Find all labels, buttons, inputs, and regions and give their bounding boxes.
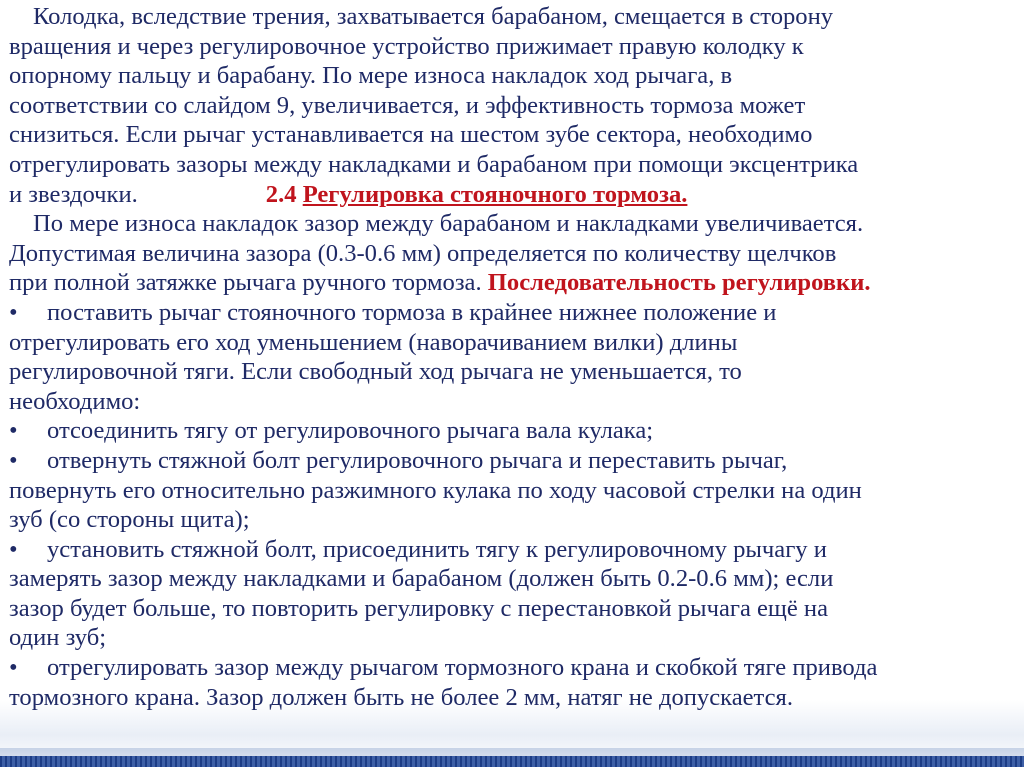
bullet-3-line-2: повернуть его относительно разжимного кулака по ходу часовой стрелки на один [9, 476, 862, 504]
paragraph-2-line-3 [9, 268, 1015, 298]
paragraph-1-line-4: соответствии со слайдом 9, увеличивается, и эффективность тормоза может [9, 91, 806, 119]
bullet-5-line-2: тормозного крана. Зазор должен быть не более 2 мм, натяг не допускается. [9, 683, 793, 711]
section-number: 2.4 [265, 180, 297, 208]
paragraph-2-line-2: Допустимая величина зазора (0.3-0.6 мм) определяется по количеству щелчков [9, 239, 837, 267]
bullet-4-line-3: зазор будет больше, то повторить регулировку с перестановкой рычага ещё на [9, 594, 829, 622]
footer-stripe [0, 756, 1024, 767]
bullet-1-line-4: необходимо: [9, 387, 141, 415]
paragraph-1-line-5: снизиться. Если рычаг устанавливается на шестом зубе сектора, необходимо [9, 121, 813, 149]
paragraph-2-end: при полной затяжке рычага ручного тормоза. [9, 269, 482, 297]
bullet-2-line-1: • отсоединить тягу от регулировочного рычага вала кулака; [9, 417, 654, 445]
bullet-1-line-3: регулировочной тяги. Если свободный ход рычага не уменьшается, то [9, 358, 742, 386]
bullet-1-line-2: отрегулировать его ход уменьшением (наворачиванием вилки) длины [9, 328, 738, 356]
bullet-5-line-1: • отрегулировать зазор между рычагом тормозного крана и скобкой тяге привода [9, 654, 878, 682]
sequence-heading: Последовательность регулировки. [487, 269, 871, 297]
bullet-4-line-1: • установить стяжной болт, присоединить тягу к регулировочному рычагу и [9, 535, 827, 563]
bullet-marker: • [9, 446, 18, 474]
bullet-marker: • [9, 654, 18, 682]
paragraph-2-line-1: По мере износа накладок зазор между барабаном и накладками увеличивается. [33, 210, 864, 238]
paragraph-1-line-3: опорному пальцу и барабану. По мере износа накладок ход рычага, в [9, 62, 733, 90]
paragraph-1-line-2: вращения и через регулировочное устройство прижимает правую колодку к [9, 32, 804, 60]
paragraph-1-line-7 [9, 180, 1015, 210]
bullet-3-line-3: зуб (со стороны щита); [9, 506, 250, 534]
bullet-1-line-1: • поставить рычаг стояночного тормоза в крайнее нижнее положение и [9, 298, 777, 326]
section-title: Регулировка стояночного тормоза. [302, 180, 688, 208]
bullet-marker: • [9, 298, 18, 326]
paragraph-1-end: и звездочки. [9, 180, 138, 208]
bullet-3-line-1: • отвернуть стяжной болт регулировочного рычага и переставить рычаг, [9, 446, 788, 474]
paragraph-1-line-6: отрегулировать зазоры между накладками и барабаном при помощи эксцентрика [9, 150, 859, 178]
bullet-marker: • [9, 417, 18, 445]
bullet-4-line-4: один зуб; [9, 624, 107, 652]
paragraph-1-line-1: Колодка, вследствие трения, захватывается барабаном, смещается в сторону [33, 3, 834, 30]
bullet-marker: • [9, 535, 18, 563]
slide-text [9, 2, 1015, 712]
bullet-4-line-2: замерять зазор между накладками и барабаном (должен быть 0.2-0.6 мм); если [9, 565, 834, 593]
